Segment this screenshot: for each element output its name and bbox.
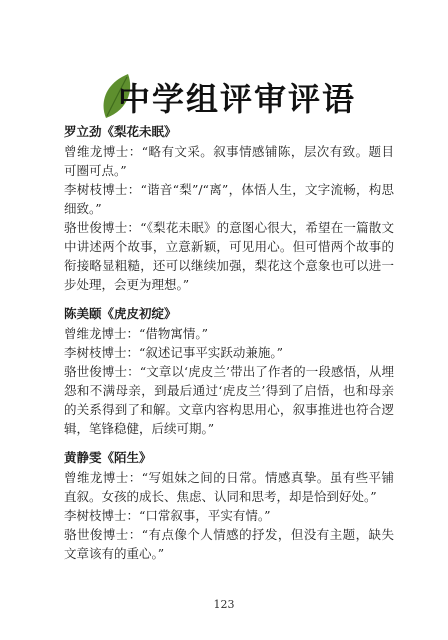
comment-luo-shijun: 骆世俊博士：“《梨花未眠》的意图心很大，希望在一篇散文中讲述两个故事，立意新颖，可见用心。但可惜两个故事的衔接略显粗糙，还可以继续加强，梨花这个意象也可以进一步处理，会更为理想。” xyxy=(64,220,394,292)
review-section-3 xyxy=(64,448,394,563)
review-content xyxy=(64,122,394,573)
comment-wei-long: 曾维龙博士：“借物寓情。” xyxy=(64,326,209,341)
comment-wei-long: 曾维龙博士：“略有文采。叙事情感铺陈，层次有致。题目可圈可点。” xyxy=(64,144,394,178)
page-title: 中学组评审评语 xyxy=(118,80,357,118)
comment-li-shuzhi: 李树枝博士：“谐音“梨”/“离”，体悟人生，文字流畅，构思细致。” xyxy=(64,182,394,216)
review-section-1 xyxy=(64,122,394,294)
review-section-2 xyxy=(64,304,394,438)
page-header xyxy=(0,62,448,122)
entry-title: 陈美颐《虎皮初绽》 xyxy=(64,306,177,321)
page-number: 123 xyxy=(213,598,235,611)
entry-title: 黄静雯《陌生》 xyxy=(64,450,152,465)
comment-li-shuzhi: 李树枝博士：“叙述记事平实跃动兼施。” xyxy=(64,345,284,360)
entry-title: 罗立劲《梨花未眠》 xyxy=(64,124,177,139)
comment-li-shuzhi: 李树枝博士：“口常叙事，平实有情。” xyxy=(64,508,271,523)
comment-luo-shijun: 骆世俊博士：“文章以‘虎皮兰’带出了作者的一段感悟，从埋怨和不满母亲，到最后通过‘虎皮兰’得到了启悟，也和母亲的关系得到了和解。文章内容构思用心，叙事推进也符合逻辑，笔锋稳健，后续可期。” xyxy=(64,364,394,436)
comment-luo-shijun: 骆世俊博士：“有点像个人情感的抒发，但没有主题，缺失文章该有的重心。” xyxy=(64,527,394,561)
comment-wei-long: 曾维龙博士：“写姐妹之间的日常。情感真挚。虽有些平铺直叙。女孩的成长、焦虑、认同和思考，却是恰到好处。” xyxy=(64,470,394,504)
